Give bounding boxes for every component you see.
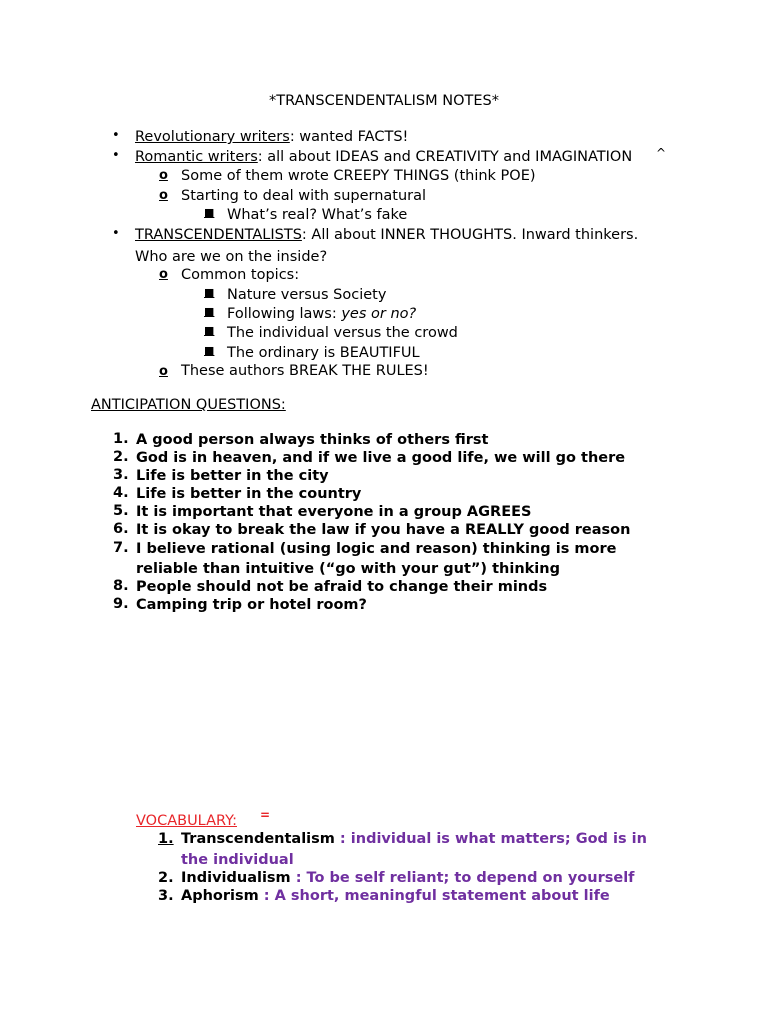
note-common-topics: Common topics: [181,267,300,283]
list-number: 9. [113,596,129,612]
note-supernatural: Starting to deal with supernatural [181,188,427,204]
note-continuation: Who are we on the inside? [135,249,328,265]
page-title: *TRANSCENDENTALISM NOTES* [269,93,499,109]
question-item: A good person always thinks of others first [136,432,489,448]
square-bullet-icon: ■ [204,324,215,337]
topic-text: Following laws: [227,306,342,322]
sub-bullet-icon: o [159,267,168,282]
list-number: 6. [113,521,129,537]
topic-individual: The individual versus the crowd [227,325,458,341]
bullet-icon: • [112,148,120,163]
note-term: TRANSCENDENTALISTS [135,227,302,243]
note-term: Revolutionary writers [135,129,290,145]
note-revolutionary [135,128,408,147]
note-real-fake: What’s real? What’s fake [227,207,408,223]
vocab-term: Transcendentalism [181,831,335,847]
list-number: 3. [113,467,129,483]
note-text: : wanted FACTS! [289,129,409,145]
note-text: : All about INNER THOUGHTS. Inward thinkers. [301,227,639,243]
note-creepy: Some of them wrote CREEPY THINGS (think POE) [181,168,536,184]
square-bullet-icon: ■ [204,344,215,357]
vocab-definition: : A short, meaningful statement about life [258,888,610,904]
note-transcendentalists [135,226,638,245]
vocab-individualism [181,870,634,886]
question-item: I believe rational (using logic and reason) thinking is more [136,541,617,557]
vocab-term: Aphorism [181,888,259,904]
list-number: 4. [113,485,129,501]
anticipation-heading: ANTICIPATION QUESTIONS: [91,397,286,413]
topic-ordinary: The ordinary is BEAUTIFUL [227,345,420,361]
sub-bullet-icon: o [159,364,168,379]
list-number: 2. [113,449,129,465]
question-continuation: reliable than intuitive (“go with your gut”) thinking [136,561,560,577]
list-number: 7. [113,540,129,556]
question-item: Life is better in the city [136,468,329,484]
topic-italic: yes or no? [341,306,417,322]
vocab-definition: : To be self reliant; to depend on yourself [290,870,635,886]
question-item: Camping trip or hotel room? [136,597,367,613]
square-bullet-icon: ■ [204,286,215,299]
question-item: It is okay to break the law if you have a REALLY good reason [136,522,631,538]
list-number: 5. [113,503,129,519]
question-item: God is in heaven, and if we live a good life, we will go there [136,450,626,466]
note-term: Romantic writers [135,149,258,165]
note-romantic [135,148,632,167]
vocab-definition-continuation: the individual [181,852,294,868]
sub-bullet-icon: o [159,188,168,203]
sub-bullet-icon: o [159,168,168,183]
question-item: Life is better in the country [136,486,362,502]
topic-laws [227,305,416,324]
list-number: 2. [158,870,174,886]
equals-mark: = [260,808,271,822]
list-number: 3. [158,888,174,904]
note-text: : all about IDEAS and CREATIVITY and IMAGINATION [257,149,633,165]
note-break-rules: These authors BREAK THE RULES! [181,363,429,379]
vocab-definition: : individual is what matters; God is in [334,831,647,847]
bullet-icon: • [112,226,120,241]
vocab-aphorism [181,888,610,904]
list-number: 1. [113,431,129,447]
topic-nature: Nature versus Society [227,287,387,303]
question-item: It is important that everyone in a group AGREES [136,504,532,520]
caret-mark: ^ [656,146,667,160]
list-number: 1. [158,831,174,847]
bullet-icon: • [112,128,120,143]
square-bullet-icon: ■ [204,305,215,318]
vocab-term: Individualism [181,870,291,886]
question-item: People should not be afraid to change their minds [136,579,548,595]
list-number: 8. [113,578,129,594]
vocabulary-heading: VOCABULARY: [136,813,237,829]
square-bullet-icon: ■ [204,206,215,219]
vocab-transcendentalism [181,831,647,847]
